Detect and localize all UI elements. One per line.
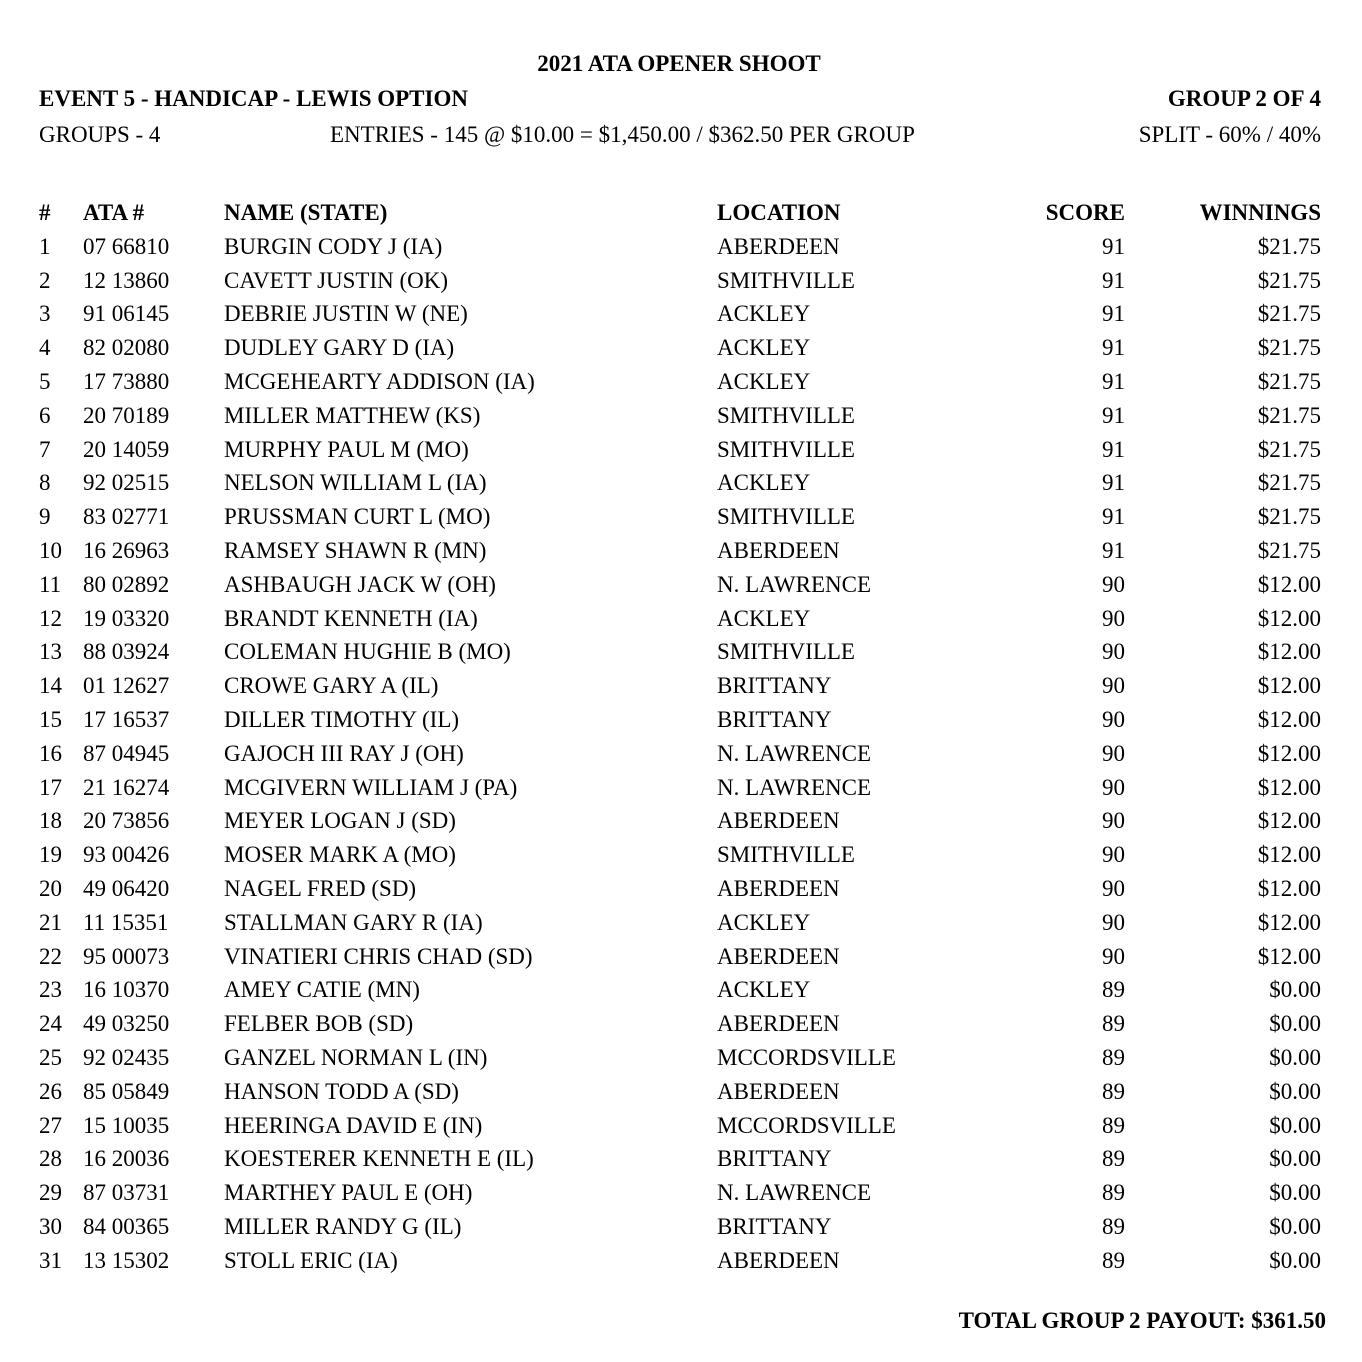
- shooter-score: 89: [1102, 1078, 1125, 1104]
- shooter-name: MCGIVERN WILLIAM J (PA): [224, 774, 518, 800]
- ata-number: 19 03320: [83, 605, 170, 631]
- ata-number: 15 10035: [83, 1112, 170, 1138]
- ata-number: 21 16274: [83, 774, 170, 800]
- ata-number: 92 02515: [83, 470, 170, 496]
- shooter-name: GAJOCH III RAY J (OH): [224, 740, 464, 766]
- shooter-location: SMITHVILLE: [717, 639, 855, 665]
- row-number: 24: [39, 1011, 62, 1037]
- shooter-name: CROWE GARY A (IL): [224, 673, 439, 699]
- shooter-score: 91: [1102, 402, 1125, 428]
- results-table: [0, 200, 1362, 1282]
- shooter-score: 90: [1102, 639, 1125, 665]
- shooter-winnings: $0.00: [1269, 1078, 1321, 1104]
- shooter-winnings: $12.00: [1257, 943, 1321, 969]
- shooter-winnings: $21.75: [1257, 368, 1321, 394]
- shooter-score: 89: [1102, 1011, 1125, 1037]
- table-row: [0, 470, 1362, 504]
- shooter-location: SMITHVILLE: [717, 436, 855, 462]
- shooter-winnings: $21.75: [1257, 537, 1321, 563]
- table-row: [0, 741, 1362, 775]
- shooter-name: MURPHY PAUL M (MO): [224, 436, 469, 462]
- shooter-name: MILLER RANDY G (IL): [224, 1213, 462, 1239]
- shooter-winnings: $0.00: [1269, 1213, 1321, 1239]
- shooter-name: CAVETT JUSTIN (OK): [224, 267, 449, 293]
- shooter-winnings: $12.00: [1257, 808, 1321, 834]
- ata-number: 20 73856: [83, 808, 170, 834]
- shooter-winnings: $12.00: [1257, 639, 1321, 665]
- shooter-score: 89: [1102, 1213, 1125, 1239]
- shooter-winnings: $0.00: [1269, 1247, 1321, 1273]
- shooter-winnings: $12.00: [1257, 774, 1321, 800]
- shooter-name: PRUSSMAN CURT L (MO): [224, 504, 491, 530]
- shooter-name: MARTHEY PAUL E (OH): [224, 1180, 473, 1206]
- table-row: [0, 369, 1362, 403]
- table-row: [0, 910, 1362, 944]
- table-row: [0, 538, 1362, 572]
- ata-number: 87 03731: [83, 1180, 170, 1206]
- row-number: 21: [39, 909, 62, 935]
- row-number: 11: [39, 571, 62, 597]
- column-header-winnings: WINNINGS: [1199, 200, 1321, 225]
- shooter-winnings: $21.75: [1257, 504, 1321, 530]
- shooter-name: STOLL ERIC (IA): [224, 1247, 398, 1273]
- table-row: [0, 403, 1362, 437]
- shooter-name: MEYER LOGAN J (SD): [224, 808, 456, 834]
- ata-number: 16 26963: [83, 537, 170, 563]
- shooter-winnings: $12.00: [1257, 909, 1321, 935]
- shooter-winnings: $0.00: [1269, 1044, 1321, 1070]
- shooter-winnings: $12.00: [1257, 706, 1321, 732]
- row-number: 1: [39, 233, 51, 259]
- shooter-location: BRITTANY: [717, 1213, 832, 1239]
- row-number: 28: [39, 1146, 62, 1172]
- table-row: [0, 944, 1362, 978]
- shooter-name: NAGEL FRED (SD): [224, 875, 417, 901]
- ata-number: 88 03924: [83, 639, 170, 665]
- shooter-score: 91: [1102, 436, 1125, 462]
- ata-number: 13 15302: [83, 1247, 170, 1273]
- row-number: 29: [39, 1180, 62, 1206]
- ata-number: 01 12627: [83, 673, 170, 699]
- shooter-location: SMITHVILLE: [717, 402, 855, 428]
- column-header-location: LOCATION: [717, 200, 841, 225]
- table-row: [0, 301, 1362, 335]
- shooter-location: ABERDEEN: [717, 537, 840, 563]
- row-number: 8: [39, 470, 51, 496]
- row-number: 19: [39, 842, 62, 868]
- shooter-winnings: $12.00: [1257, 842, 1321, 868]
- shooter-score: 89: [1102, 1044, 1125, 1070]
- shooter-score: 90: [1102, 909, 1125, 935]
- shooter-score: 91: [1102, 368, 1125, 394]
- table-row: [0, 1180, 1362, 1214]
- shooter-name: FELBER BOB (SD): [224, 1011, 414, 1037]
- groups-count: GROUPS - 4: [39, 122, 161, 147]
- shooter-winnings: $12.00: [1257, 673, 1321, 699]
- table-row: [0, 808, 1362, 842]
- shooter-name: RAMSEY SHAWN R (MN): [224, 537, 487, 563]
- table-row: [0, 1146, 1362, 1180]
- ata-number: 49 06420: [83, 875, 170, 901]
- shooter-location: SMITHVILLE: [717, 267, 855, 293]
- row-number: 6: [39, 402, 51, 428]
- column-header-num: #: [39, 200, 51, 225]
- shooter-score: 91: [1102, 504, 1125, 530]
- shooter-name: BRANDT KENNETH (IA): [224, 605, 478, 631]
- shooter-name: ASHBAUGH JACK W (OH): [224, 571, 496, 597]
- row-number: 15: [39, 706, 62, 732]
- shooter-winnings: $12.00: [1257, 571, 1321, 597]
- ata-number: 16 20036: [83, 1146, 170, 1172]
- ata-number: 49 03250: [83, 1011, 170, 1037]
- row-number: 20: [39, 875, 62, 901]
- shooter-location: ACKLEY: [717, 335, 811, 361]
- shooter-score: 90: [1102, 875, 1125, 901]
- row-number: 26: [39, 1078, 62, 1104]
- shooter-score: 90: [1102, 842, 1125, 868]
- shooter-location: N. LAWRENCE: [717, 740, 872, 766]
- shooter-location: N. LAWRENCE: [717, 1180, 872, 1206]
- shooter-name: STALLMAN GARY R (IA): [224, 909, 483, 935]
- payout-split: SPLIT - 60% / 40%: [1138, 122, 1321, 147]
- shooter-location: ABERDEEN: [717, 1078, 840, 1104]
- row-number: 13: [39, 639, 62, 665]
- shooter-winnings: $21.75: [1257, 267, 1321, 293]
- ata-number: 92 02435: [83, 1044, 170, 1070]
- shooter-name: KOESTERER KENNETH E (IL): [224, 1146, 534, 1172]
- table-row: [0, 977, 1362, 1011]
- table-row: [0, 1214, 1362, 1248]
- shooter-location: ABERDEEN: [717, 1011, 840, 1037]
- row-number: 18: [39, 808, 62, 834]
- shooter-winnings: $21.75: [1257, 335, 1321, 361]
- table-row: [0, 437, 1362, 471]
- row-number: 27: [39, 1112, 62, 1138]
- shooter-score: 91: [1102, 335, 1125, 361]
- shooter-location: N. LAWRENCE: [717, 774, 872, 800]
- shooter-location: ABERDEEN: [717, 1247, 840, 1273]
- row-number: 23: [39, 977, 62, 1003]
- ata-number: 83 02771: [83, 504, 170, 530]
- row-number: 16: [39, 740, 62, 766]
- shooter-location: ACKLEY: [717, 368, 811, 394]
- shooter-score: 91: [1102, 537, 1125, 563]
- table-row: [0, 775, 1362, 809]
- shooter-score: 90: [1102, 605, 1125, 631]
- shooter-winnings: $0.00: [1269, 1180, 1321, 1206]
- shooter-location: MCCORDSVILLE: [717, 1044, 896, 1070]
- ata-number: 82 02080: [83, 335, 170, 361]
- ata-number: 85 05849: [83, 1078, 170, 1104]
- shooter-name: DILLER TIMOTHY (IL): [224, 706, 460, 732]
- shooter-location: BRITTANY: [717, 1146, 832, 1172]
- row-number: 2: [39, 267, 51, 293]
- table-row: [0, 639, 1362, 673]
- shooter-score: 90: [1102, 571, 1125, 597]
- ata-number: 16 10370: [83, 977, 170, 1003]
- row-number: 5: [39, 368, 51, 394]
- table-row: [0, 606, 1362, 640]
- ata-number: 20 70189: [83, 402, 170, 428]
- shooter-winnings: $21.75: [1257, 233, 1321, 259]
- shooter-score: 90: [1102, 740, 1125, 766]
- row-number: 7: [39, 436, 51, 462]
- table-row: [0, 572, 1362, 606]
- ata-number: 07 66810: [83, 233, 170, 259]
- total-payout: TOTAL GROUP 2 PAYOUT: $361.50: [958, 1308, 1326, 1333]
- table-row: [0, 842, 1362, 876]
- row-number: 22: [39, 943, 62, 969]
- entries-summary: ENTRIES - 145 @ $10.00 = $1,450.00 / $362.50 PER GROUP: [330, 122, 915, 147]
- column-header-name: NAME (STATE): [224, 200, 388, 225]
- shooter-name: DUDLEY GARY D (IA): [224, 335, 455, 361]
- shooter-location: MCCORDSVILLE: [717, 1112, 896, 1138]
- shooter-score: 89: [1102, 1180, 1125, 1206]
- table-row: [0, 335, 1362, 369]
- shooter-winnings: $0.00: [1269, 1011, 1321, 1037]
- row-number: 9: [39, 504, 51, 530]
- row-number: 30: [39, 1213, 62, 1239]
- shooter-location: ABERDEEN: [717, 943, 840, 969]
- shooter-score: 90: [1102, 706, 1125, 732]
- ata-number: 91 06145: [83, 301, 170, 327]
- shooter-winnings: $12.00: [1257, 605, 1321, 631]
- shooter-location: N. LAWRENCE: [717, 571, 872, 597]
- ata-number: 12 13860: [83, 267, 170, 293]
- shooter-score: 91: [1102, 470, 1125, 496]
- shooter-location: ABERDEEN: [717, 875, 840, 901]
- table-row: [0, 707, 1362, 741]
- shooter-name: DEBRIE JUSTIN W (NE): [224, 301, 468, 327]
- table-row: [0, 1248, 1362, 1282]
- row-number: 17: [39, 774, 62, 800]
- shooter-score: 89: [1102, 977, 1125, 1003]
- document-title: 2021 ATA OPENER SHOOT: [537, 51, 821, 76]
- table-row: [0, 504, 1362, 538]
- shooter-winnings: $21.75: [1257, 470, 1321, 496]
- shooter-name: COLEMAN HUGHIE B (MO): [224, 639, 511, 665]
- shooter-score: 91: [1102, 301, 1125, 327]
- table-row: [0, 673, 1362, 707]
- ata-number: 95 00073: [83, 943, 170, 969]
- table-row: [0, 876, 1362, 910]
- shooter-score: 89: [1102, 1247, 1125, 1273]
- shooter-name: MILLER MATTHEW (KS): [224, 402, 481, 428]
- shooter-location: ACKLEY: [717, 977, 811, 1003]
- shooter-winnings: $0.00: [1269, 1112, 1321, 1138]
- group-indicator: GROUP 2 OF 4: [1167, 86, 1321, 111]
- row-number: 10: [39, 537, 62, 563]
- shooter-location: ABERDEEN: [717, 808, 840, 834]
- ata-number: 84 00365: [83, 1213, 170, 1239]
- shooter-name: MOSER MARK A (MO): [224, 842, 456, 868]
- shooter-location: SMITHVILLE: [717, 504, 855, 530]
- column-header-ata: ATA #: [83, 200, 145, 225]
- shooter-score: 90: [1102, 673, 1125, 699]
- shooter-name: MCGEHEARTY ADDISON (IA): [224, 368, 535, 394]
- shooter-name: GANZEL NORMAN L (IN): [224, 1044, 488, 1070]
- table-row: [0, 1113, 1362, 1147]
- shooter-location: ACKLEY: [717, 909, 811, 935]
- ata-number: 20 14059: [83, 436, 170, 462]
- row-number: 25: [39, 1044, 62, 1070]
- row-number: 3: [39, 301, 51, 327]
- shooter-winnings: $0.00: [1269, 977, 1321, 1003]
- row-number: 31: [39, 1247, 62, 1273]
- shooter-winnings: $0.00: [1269, 1146, 1321, 1172]
- shooter-score: 89: [1102, 1146, 1125, 1172]
- shooter-location: ACKLEY: [717, 605, 811, 631]
- ata-number: 80 02892: [83, 571, 170, 597]
- table-row: [0, 234, 1362, 268]
- table-row: [0, 1079, 1362, 1113]
- table-row: [0, 1045, 1362, 1079]
- table-body: [0, 234, 1362, 1282]
- shooter-score: 90: [1102, 943, 1125, 969]
- table-row: [0, 1011, 1362, 1045]
- shooter-location: ACKLEY: [717, 470, 811, 496]
- table-header-row: [0, 200, 1362, 234]
- row-number: 12: [39, 605, 62, 631]
- shooter-score: 91: [1102, 233, 1125, 259]
- shooter-name: NELSON WILLIAM L (IA): [224, 470, 487, 496]
- event-title: EVENT 5 - HANDICAP - LEWIS OPTION: [39, 86, 468, 111]
- shooter-winnings: $21.75: [1257, 402, 1321, 428]
- shooter-name: HANSON TODD A (SD): [224, 1078, 459, 1104]
- shooter-name: HEERINGA DAVID E (IN): [224, 1112, 483, 1138]
- ata-number: 87 04945: [83, 740, 170, 766]
- row-number: 4: [39, 335, 51, 361]
- ata-number: 17 73880: [83, 368, 170, 394]
- shooter-score: 91: [1102, 267, 1125, 293]
- ata-number: 11 15351: [83, 909, 169, 935]
- shooter-score: 89: [1102, 1112, 1125, 1138]
- shooter-name: BURGIN CODY J (IA): [224, 233, 443, 259]
- shooter-winnings: $21.75: [1257, 301, 1321, 327]
- shooter-score: 90: [1102, 808, 1125, 834]
- shooter-winnings: $12.00: [1257, 875, 1321, 901]
- shooter-name: VINATIERI CHRIS CHAD (SD): [224, 943, 533, 969]
- shooter-name: AMEY CATIE (MN): [224, 977, 420, 1003]
- shooter-location: SMITHVILLE: [717, 842, 855, 868]
- row-number: 14: [39, 673, 62, 699]
- shooter-location: BRITTANY: [717, 706, 832, 732]
- shooter-winnings: $12.00: [1257, 740, 1321, 766]
- shooter-score: 90: [1102, 774, 1125, 800]
- ata-number: 93 00426: [83, 842, 170, 868]
- shooter-location: ACKLEY: [717, 301, 811, 327]
- ata-number: 17 16537: [83, 706, 170, 732]
- shooter-winnings: $21.75: [1257, 436, 1321, 462]
- shooter-location: BRITTANY: [717, 673, 832, 699]
- shooter-location: ABERDEEN: [717, 233, 840, 259]
- column-header-score: SCORE: [1045, 200, 1125, 225]
- table-row: [0, 268, 1362, 302]
